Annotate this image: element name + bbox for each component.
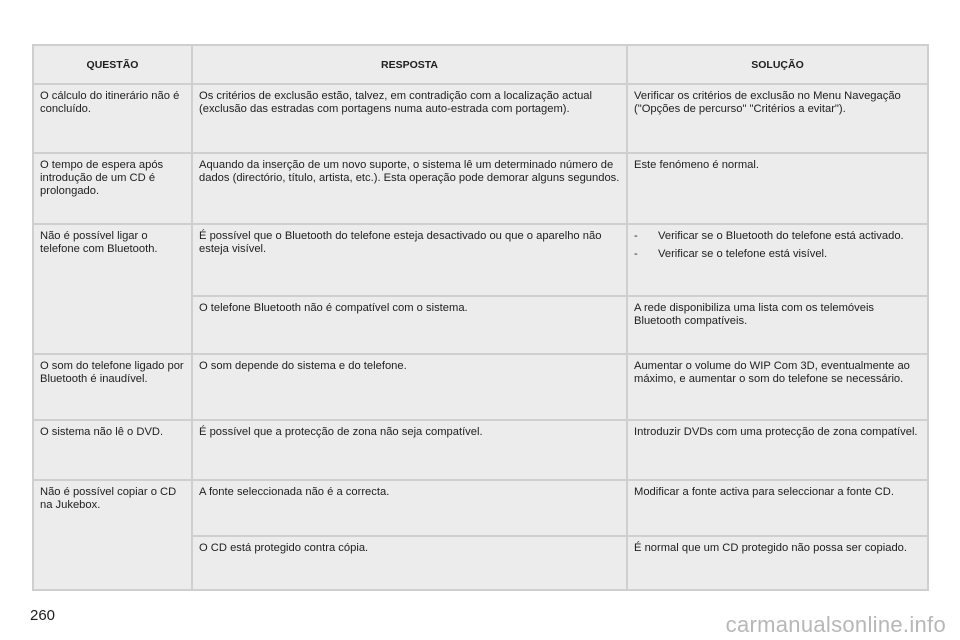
troubleshooting-table <box>32 44 929 591</box>
row-1-answer: Os critérios de exclusão estão, talvez, em contradição com a localização actual (exclusão das estradas com portagens numa auto-estrada com portagem). <box>193 85 626 152</box>
row-6b-answer: O CD está protegido contra cópia. <box>193 537 626 589</box>
row-1-solution: Verificar os critérios de exclusão no Menu Navegação ("Opções de percurso" "Critérios a evitar"). <box>628 85 927 152</box>
row-3a-answer: É possível que o Bluetooth do telefone esteja desactivado ou que o aparelho não esteja visível. <box>193 225 626 295</box>
row-2-question: O tempo de espera após introdução de um CD é prolongado. <box>34 154 191 223</box>
row-6a-answer: A fonte seleccionada não é a correcta. <box>193 481 626 535</box>
header-question: QUESTÃO <box>34 46 191 83</box>
bullet-dash: - <box>634 247 638 260</box>
row-1-question: O cálculo do itinerário não é concluído. <box>34 85 191 152</box>
row-6-question: Não é possível copiar o CD na Jukebox. <box>34 481 191 589</box>
row-6a-solution: Modificar a fonte activa para seleccionar a fonte CD. <box>628 481 927 535</box>
header-solution: SOLUÇÃO <box>628 46 927 83</box>
page-number: 260 <box>30 607 56 624</box>
row-2-answer: Aquando da inserção de um novo suporte, o sistema lê um determinado número de dados (directório, título, artista, etc.). Esta operação pode demorar alguns segundos. <box>193 154 626 223</box>
row-2-solution: Este fenómeno é normal. <box>628 154 927 223</box>
row-5-question: O sistema não lê o DVD. <box>34 421 191 479</box>
watermark: carmanualsonline.info <box>725 612 946 637</box>
header-answer: RESPOSTA <box>193 46 626 83</box>
row-3b-solution: A rede disponibiliza uma lista com os telemóveis Bluetooth compatíveis. <box>628 297 927 353</box>
row-3b-answer: O telefone Bluetooth não é compatível com o sistema. <box>193 297 626 353</box>
row-3a-solution <box>628 225 927 295</box>
row-6b-solution: É normal que um CD protegido não possa ser copiado. <box>628 537 927 589</box>
bullet-dash: - <box>634 230 638 242</box>
row-5-solution: Introduzir DVDs com uma protecção de zona compatível. <box>628 421 927 479</box>
row-4-answer: O som depende do sistema e do telefone. <box>193 355 626 419</box>
list-item: - Verificar se o Bluetooth do telefone está activado. <box>634 230 904 242</box>
row-4-question: O som do telefone ligado por Bluetooth é inaudível. <box>34 355 191 419</box>
solution-bullet-list <box>634 230 921 261</box>
row-4-solution: Aumentar o volume do WIP Com 3D, eventualmente ao máximo, e aumentar o som do telefone se necessário. <box>628 355 927 419</box>
list-item: - Verificar se o telefone está visível. <box>634 247 828 260</box>
row-3-question: Não é possível ligar o telefone com Bluetooth. <box>34 225 191 353</box>
row-5-answer: É possível que a protecção de zona não seja compatível. <box>193 421 626 479</box>
